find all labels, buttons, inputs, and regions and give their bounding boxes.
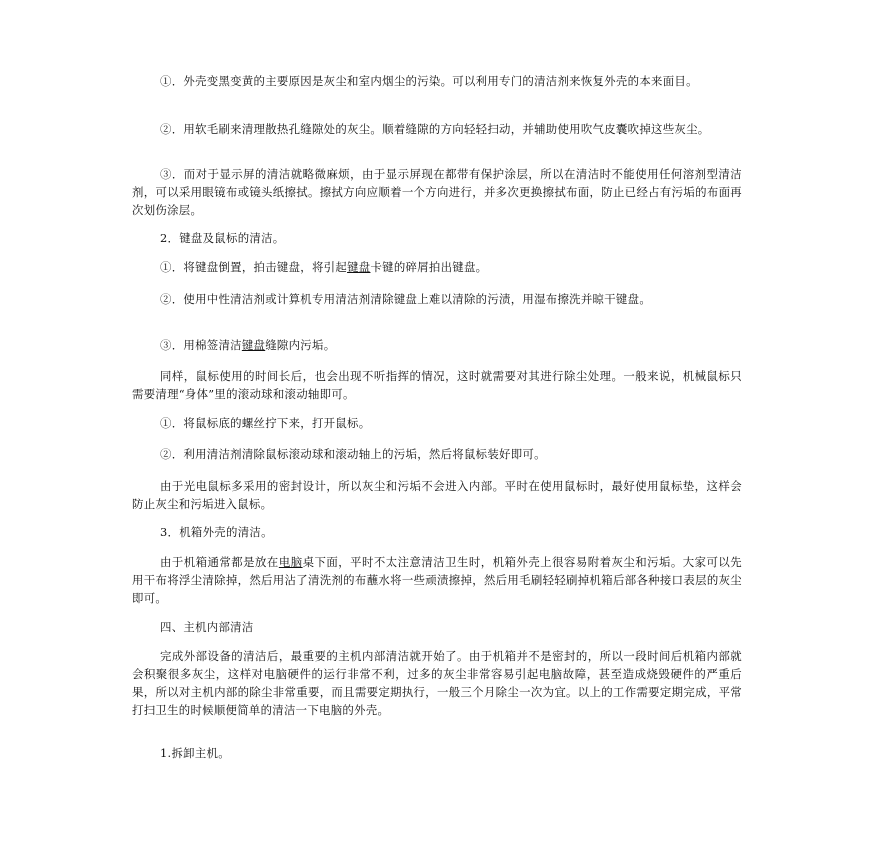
paragraph-mouse-1: ①．将鼠标底的螺丝拧下来，打开鼠标。 bbox=[160, 416, 371, 430]
paragraph-mouse-intro: 同样，鼠标使用的时间长后，也会出现不听指挥的情况，这时就需要对其进行除尘处理。一般来说，机械鼠标只需要清理“身体”里的滚动球和滚动轴即可。 bbox=[132, 369, 742, 401]
paragraph-shell-cleaning-1: ①．外壳变黑变黄的主要原因是灰尘和室内烟尘的污染。可以利用专门的清洁剂来恢复外壳的本来面目。 bbox=[160, 74, 698, 88]
computer-link[interactable]: 电脑 bbox=[278, 555, 303, 569]
paragraph-keyboard-1-pre: ①．将键盘倒置，拍击键盘，将引起 bbox=[160, 260, 348, 274]
paragraph-case-shell-post: 桌下面，平时不太注意清洁卫生时，机箱外壳上很容易附着灰尘和污垢。大家可以先用干布将浮尘清除掉，然后用沾了清洗剂的布蘸水将一些顽渍擦掉，然后用毛刷轻轻刷掉机箱后部各种接口表层的灰尘即可。 bbox=[132, 555, 742, 605]
paragraph-keyboard-3-post: 缝隙内污垢。 bbox=[265, 338, 336, 352]
paragraph-screen-cleaning: ③．而对于显示屏的清洁就略微麻烦，由于显示屏现在都带有保护涂层，所以在清洁时不能使用任何溶剂型清洁剂，可以采用眼镜布或镜头纸擦拭。擦拭方向应顺着一个方向进行，并多次更换擦拭布面，防止已经占有污垢的布面再次划伤涂层。 bbox=[132, 167, 742, 217]
heading-keyboard-mouse: 2．键盘及鼠标的清洁。 bbox=[160, 231, 285, 245]
paragraph-shell-cleaning-2: ②．用软毛刷来清理散热孔缝隙处的灰尘。顺着缝隙的方向轻轻扫动，并辅助使用吹气皮囊吹掉这些灰尘。 bbox=[160, 122, 710, 136]
paragraph-keyboard-1 bbox=[132, 258, 742, 276]
heading-disassemble-host: 1.拆卸主机。 bbox=[160, 746, 230, 760]
heading-case-shell: 3．机箱外壳的清洁。 bbox=[160, 525, 273, 539]
paragraph-optical-mouse: 由于光电鼠标多采用的密封设计，所以灰尘和污垢不会进入内部。平时在使用鼠标时，最好使用鼠标垫，这样会防止灰尘和污垢进入鼠标。 bbox=[132, 479, 742, 511]
paragraph-keyboard-3 bbox=[132, 336, 742, 354]
paragraph-case-shell-pre: 由于机箱通常都是放在 bbox=[160, 555, 279, 569]
paragraph-keyboard-3-pre: ③．用棉签清洁 bbox=[160, 338, 242, 352]
paragraph-keyboard-1-post: 卡键的碎屑拍出键盘。 bbox=[370, 260, 488, 274]
heading-internal-cleaning: 四、主机内部清洁 bbox=[160, 620, 254, 634]
keyboard-link[interactable]: 键盘 bbox=[347, 260, 371, 274]
keyboard-link-2[interactable]: 键盘 bbox=[241, 338, 266, 352]
paragraph-keyboard-2: ②．使用中性清洁剂或计算机专用清洁剂清除键盘上难以清除的污渍，用湿布擦洗并晾干键盘。 bbox=[160, 292, 652, 306]
paragraph-internal-cleaning: 完成外部设备的清洁后，最重要的主机内部清洁就开始了。由于机箱并不是密封的，所以一段时间后机箱内部就会积聚很多灰尘，这样对电脑硬件的运行非常不利，过多的灰尘非常容易引起电脑故障，甚至造成烧毁硬件的严重后果，所以对主机内部的除尘非常重要，而且需要定期执行，一般三个月除尘一次为宜。以上的工作需要定期完成，平常打扫卫生的时候顺便简单的清洁一下电脑的外壳。 bbox=[132, 649, 742, 717]
paragraph-case-shell bbox=[132, 553, 742, 607]
paragraph-mouse-2: ②．利用清洁剂清除鼠标滚动球和滚动轴上的污垢，然后将鼠标装好即可。 bbox=[160, 447, 546, 461]
